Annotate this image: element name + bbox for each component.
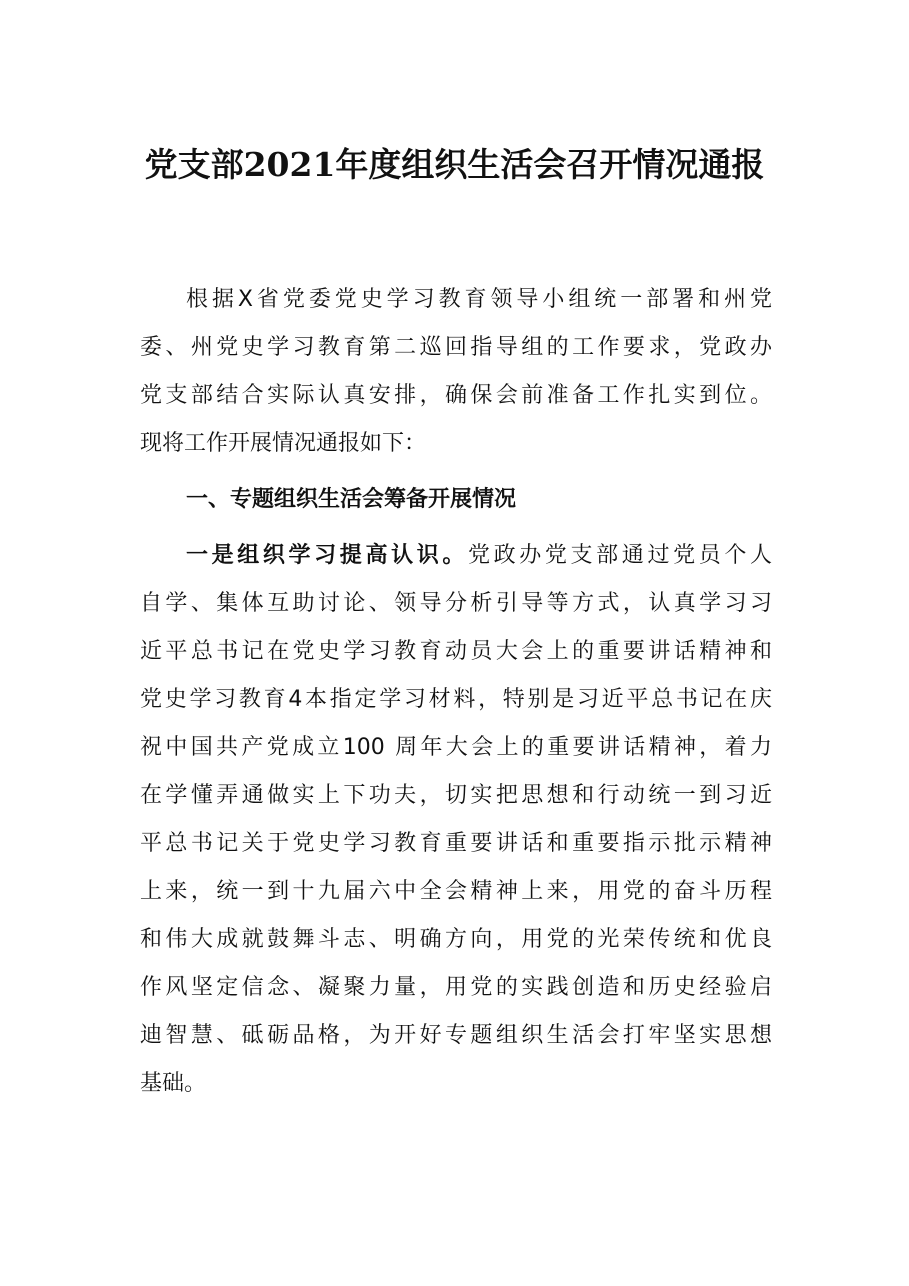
- intro-line: 现将工作开展情况通报如下：: [140, 431, 427, 456]
- point1-line: 在学懂弄通做实上下功夫，切实把思想和行动统一到习近: [140, 783, 772, 808]
- point1-line: 自学、集体互助讨论、领导分析引导等方式，认真学习习: [140, 591, 772, 616]
- document-body: [140, 276, 772, 1108]
- point1-line: 平总书记关于党史学习教育重要讲话和重要指示批示精神: [140, 831, 772, 856]
- intro-line: 根据X省党委党史学习教育领导小组统一部署和州党: [186, 287, 772, 312]
- intro-line: 党支部结合实际认真安排，确保会前准备工作扎实到位。: [140, 383, 772, 408]
- point1-paragraph: [140, 532, 772, 1108]
- point1-first-line: [140, 532, 772, 580]
- point1-line: 和伟大成就鼓舞斗志、明确方向，用党的光荣传统和优良: [140, 927, 772, 952]
- section-heading: 一、专题组织生活会筹备开展情况: [186, 487, 517, 512]
- point1-line: 作风坚定信念、凝聚力量，用党的实践创造和历史经验启: [140, 975, 772, 1000]
- point1-line: 祝中国共产党成立100 周年大会上的重要讲话精神，着力: [140, 735, 772, 760]
- point1-line: 迪智慧、砥砺品格，为开好专题组织生活会打牢坚实思想: [140, 1023, 772, 1048]
- intro-paragraph: [140, 276, 772, 468]
- point1-line: 党史学习教育4本指定学习材料，特别是习近平总书记在庆: [140, 687, 772, 712]
- document-title: 党支部2021年度组织生活会召开情况通报: [144, 145, 765, 184]
- point1-line: 上来，统一到十九届六中全会精神上来，用党的奋斗历程: [140, 879, 772, 904]
- point1-first-line-rest: 党政办党支部通过党员个人: [468, 543, 772, 568]
- intro-line: 委、州党史学习教育第二巡回指导组的工作要求，党政办: [140, 335, 772, 360]
- point1-line: 近平总书记在党史学习教育动员大会上的重要讲话精神和: [140, 639, 772, 664]
- point1-lead: 一是组织学习提高认识。: [186, 543, 468, 568]
- point1-line: 基础。: [140, 1071, 207, 1096]
